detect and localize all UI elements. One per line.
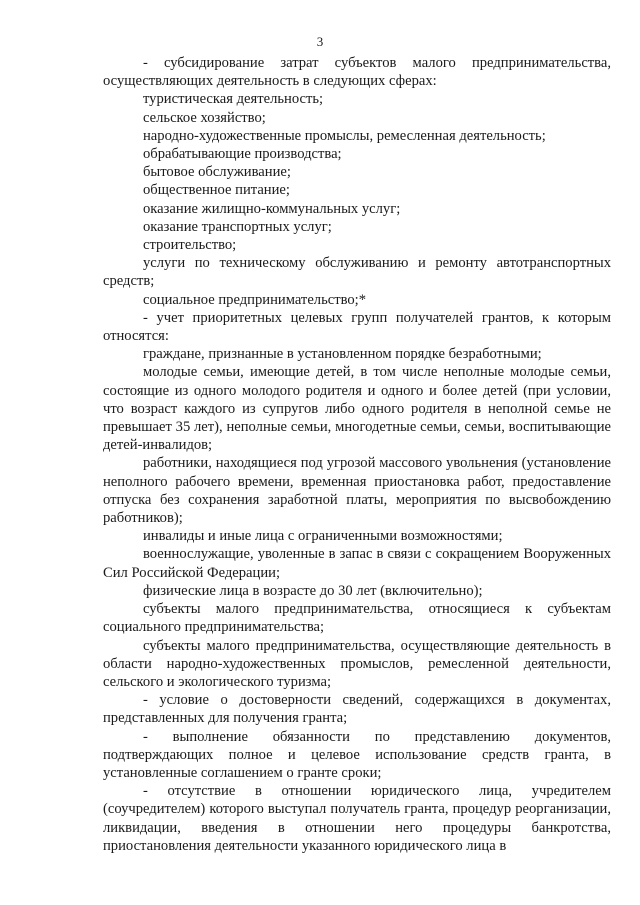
document-paragraph: услуги по техническому обслуживанию и ремонту автотранспортных средств;: [103, 255, 611, 290]
document-paragraph: - отсутствие в отношении юридического лица, учредителем (соучредителем) которого выступал получатель гранта, процедур реорганизации, ликвидации, введения в отношении него процедуры банкротства, приостановления деятельности указанного юридического лица в: [103, 783, 611, 854]
document-paragraph: - выполнение обязанности по представлению документов, подтверждающих полное и целевое использование средств гранта, в установленные соглашением о гранте сроки;: [103, 728, 611, 781]
document-paragraph: бытовое обслуживание;: [143, 164, 291, 181]
document-paragraph: граждане, признанные в установленном порядке безработными;: [143, 346, 542, 363]
document-paragraph: - субсидирование затрат субъектов малого предпринимательства, осуществляющих деятельность в следующих сферах:: [103, 55, 611, 90]
document-paragraph: оказание транспортных услуг;: [143, 218, 332, 235]
document-paragraph: - учет приоритетных целевых групп получателей грантов, к которым относятся:: [103, 309, 611, 345]
document-paragraph: сельское хозяйство;: [143, 109, 266, 126]
document-paragraph: работники, находящиеся под угрозой массового увольнения (установление неполного рабочего времени, временная приостановка работ, предоставление отпуска без сохранения заработной платы, мероприятия по высвобождению работников);: [103, 455, 611, 527]
document-paragraph: обрабатывающие производства;: [143, 146, 342, 163]
document-paragraph: туристическая деятельность;: [143, 91, 324, 108]
document-paragraph: оказание жилищно-коммунальных услуг;: [143, 200, 401, 217]
document-paragraph: - условие о достоверности сведений, содержащихся в документах, представленных для получения гранта;: [103, 692, 611, 727]
document-paragraph: инвалиды и иные лица с ограниченными возможностями;: [143, 528, 503, 545]
document-paragraph: строительство;: [143, 237, 237, 254]
document-paragraph: физические лица в возрасте до 30 лет (включительно);: [143, 582, 483, 599]
page-number: 3: [316, 34, 324, 49]
document-paragraph: народно-художественные промыслы, ремесленная деятельность;: [143, 127, 546, 144]
document-body: [103, 54, 611, 855]
document-paragraph: молодые семьи, имеющие детей, в том числе неполные молодые семьи, состоящие из одного молодого родителя и одного и более детей (при условии, что возраст каждого из супругов либо одного родителя в неполной семье не превышает 35 лет), неполные семьи, многодетные семьи, семьи, воспитывающие детей-инвалидов;: [103, 364, 611, 454]
document-paragraph: субъекты малого предпринимательства, осуществляющие деятельность в области народно-художественных промыслов, ремесленной деятельности, сельского и экологического туризма;: [103, 637, 611, 690]
document-paragraph: социальное предпринимательство;*: [143, 291, 367, 308]
document-paragraph: общественное питание;: [143, 182, 290, 199]
document-paragraph: военнослужащие, уволенные в запас в связи с сокращением Вооруженных Сил Российской Федерации;: [103, 546, 611, 581]
document-paragraph: субъекты малого предпринимательства, относящиеся к субъектам социального предпринимательства;: [103, 601, 611, 636]
